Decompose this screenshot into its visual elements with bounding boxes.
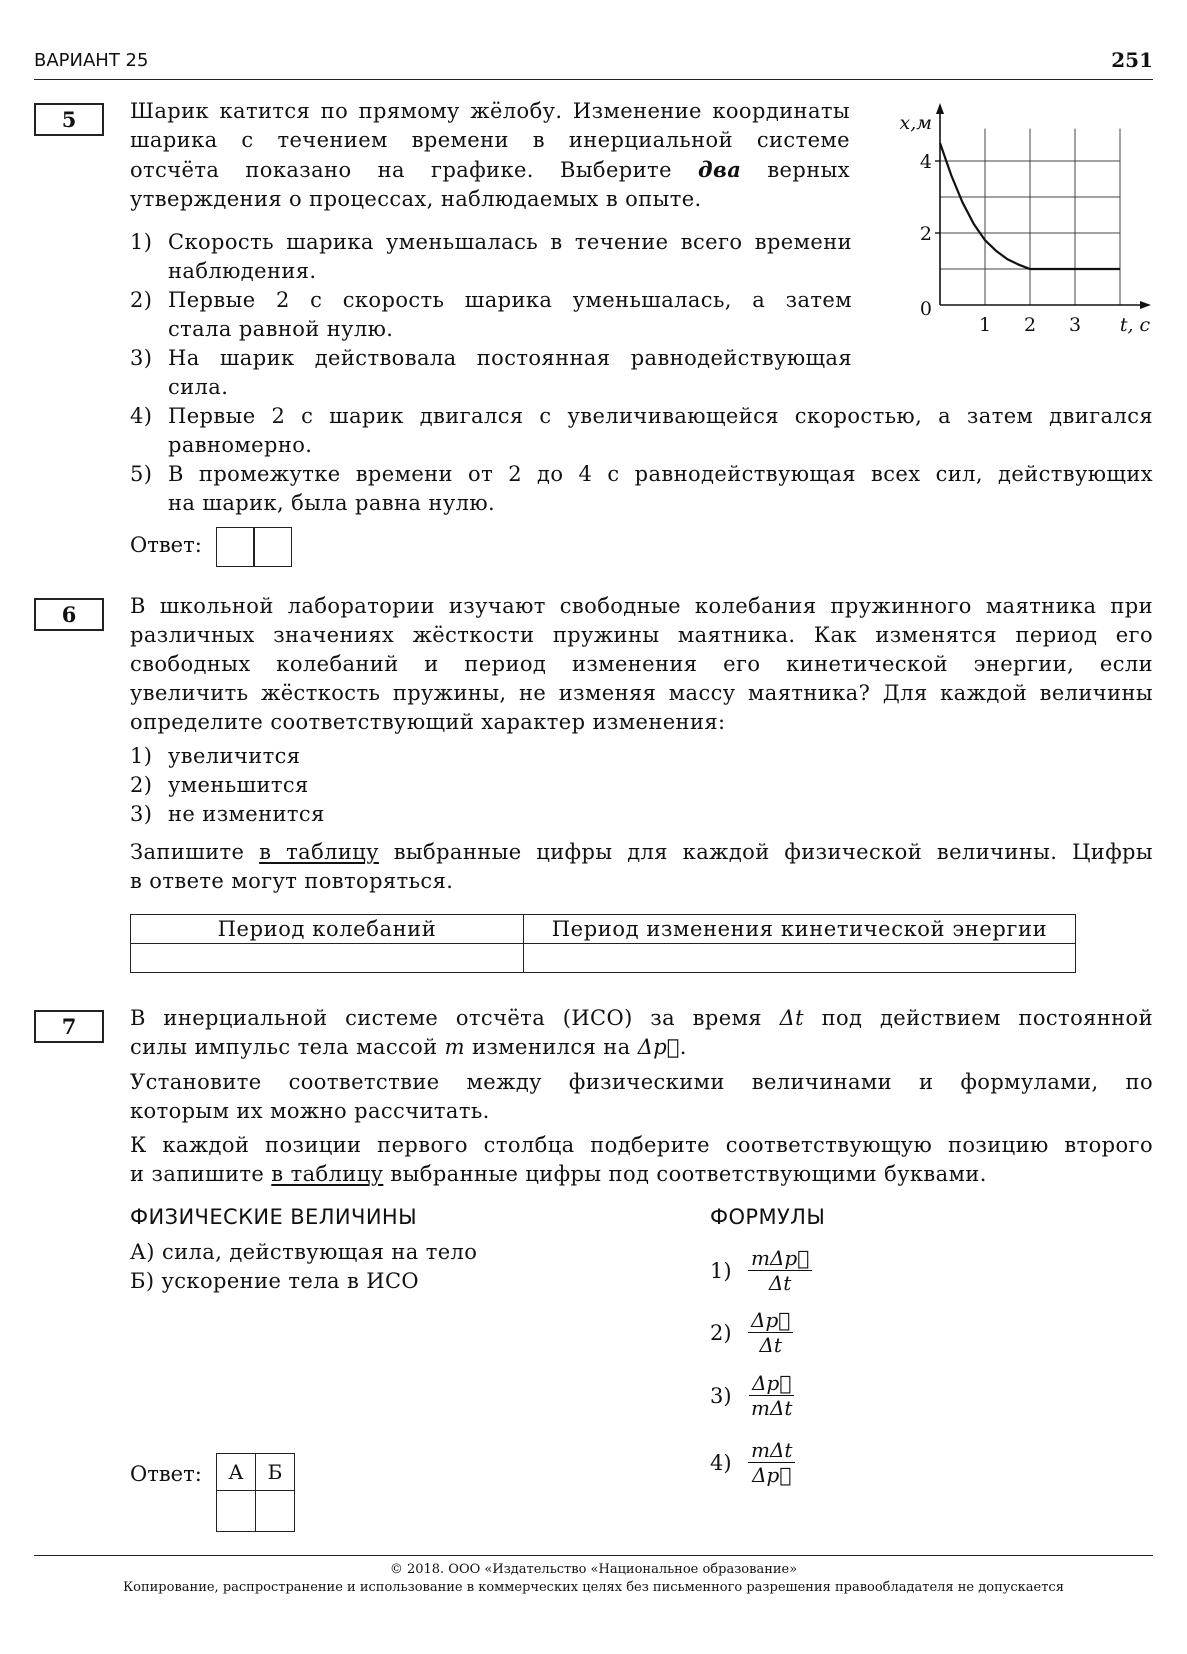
x-tick-label: 2 [1023, 314, 1037, 336]
q6-option-3: 3) не изменится [130, 802, 325, 826]
y-tick-label: 2 [919, 223, 932, 245]
q6-instruction-link: в таблицу [259, 840, 379, 864]
question-7-number: 7 [34, 1010, 104, 1043]
q5-answer-label: Ответ: [130, 533, 202, 557]
q7-col1-title: ФИЗИЧЕСКИЕ ВЕЛИЧИНЫ [130, 1205, 418, 1229]
q5-stem-line-3: отсчёта показано на графике. Выберите два верных [130, 157, 850, 182]
x-tick-label: 3 [1068, 314, 1082, 336]
q5-option-4: 4) Первые 2 с шарик двигался с увеличивающейся скоростью, а затем двигался равномерно. [130, 404, 1153, 457]
q5-answer-cell-2[interactable] [253, 527, 292, 567]
q6-answer-cell-1[interactable] [131, 944, 524, 973]
footer-divider [34, 1555, 1153, 1556]
q7-mass: m [444, 1035, 465, 1059]
q7-answer-header-a: А [217, 1454, 256, 1491]
q5-stem-line-1: Шарик катится по прямому жёлобу. Изменение координаты [130, 99, 850, 123]
x-axis-label: t, с [1119, 314, 1151, 336]
q6-options [130, 742, 325, 829]
q7-answer-header-b: Б [256, 1454, 295, 1491]
y-axis-arrow [936, 103, 944, 114]
y-tick-label: 4 [919, 151, 932, 173]
variant-label: ВАРИАНТ 25 [34, 50, 149, 71]
q6-answer-table [130, 914, 1076, 973]
q6-table-header-2: Период изменения кинетической энергии [524, 915, 1076, 944]
q5-option-2: 2) Первые 2 с скорость шарика уменьшалась, а затем стала равной нулю. [130, 288, 852, 341]
q7-quantity-a: А) сила, действующая на тело [130, 1240, 478, 1264]
q7-answer-cell-a[interactable] [217, 1491, 256, 1532]
q6-instruction: Запишите в таблицу выбранные цифры для каждой физической величины. Цифры в ответе могут повторяться. [130, 840, 1153, 893]
q7-dp: Δp⃗ [637, 1035, 680, 1059]
q5-stem-line-2: шарика с течением времени в инерциальной системе [130, 128, 850, 152]
q5-stem-bold: два [698, 157, 742, 182]
page-number: 251 [1111, 48, 1153, 72]
chart-labels [899, 112, 1150, 336]
chart-grid [940, 129, 1120, 305]
chart-axes [935, 103, 1151, 309]
q7-quantity-b: Б) ускорение тела в ИСО [130, 1269, 420, 1293]
footer-notice: Копирование, распространение и использование в коммерческих целях без письменного разрешения правообладателя не допускается [123, 1580, 1064, 1595]
question-6-stem: В школьной лаборатории изучают свободные колебания пружинного маятника при различных значениях жёсткости пружины маятника. Как изменятся период его свободных колебаний и период изменения его кинетической энергии, если увеличить жёсткость пружины, не изменяя массу маятника? Для каждой величины определите соответствующий характер изменения: [130, 594, 1153, 734]
q5-stem-line-4: утверждения о процессах, наблюдаемых в опыте. [130, 187, 702, 211]
q7-task-link: в таблицу [271, 1162, 384, 1186]
q7-formula-3: 3) $\frac{\Delta p⃗}{\text{mΔt}}$ [710, 1371, 793, 1420]
q7-match-instruction: Установите соответствие между физическими величинами и формулами, по которым их можно рассчитать. [130, 1070, 1153, 1123]
x-axis-arrow [1140, 301, 1151, 309]
q7-task-instruction: К каждой позиции первого столбца подберите соответствующую позицию второго и запишите в таблицу выбранные цифры под соответствующими буквами. [130, 1133, 1153, 1186]
q7-formula-4: 4) $\frac{\text{mΔt}}{\Delta p⃗}$ [710, 1438, 795, 1487]
question-5-number: 5 [34, 103, 104, 136]
position-time-graph [880, 95, 1165, 340]
origin-label: 0 [919, 298, 932, 320]
q7-quantities [130, 1238, 477, 1296]
q6-option-1: 1) увеличится [130, 744, 301, 768]
footer-copyright: © 2018. ООО «Издательство «Национальное образование» [389, 1562, 798, 1577]
q5-option-1: 1) Скорость шарика уменьшалась в течение всего времени наблюдения. [130, 230, 852, 283]
q7-answer-label: Ответ: [130, 1462, 202, 1486]
q7-dt: Δt [779, 1006, 804, 1030]
q7-formula-2: 2) $\frac{\Delta p⃗}{\Delta t}$ [710, 1308, 793, 1357]
question-7-stem: В инерциальной системе отсчёта (ИСО) за время Δt под действием постоянной силы импульс тела массой m изменился на Δp⃗. [130, 1006, 1153, 1059]
q7-formula-1: 1) $\frac{\text{mΔp⃗}}{\Delta t}$ [710, 1246, 812, 1295]
q5-option-3: 3) На шарик действовала постоянная равнодействующая сила. [130, 346, 852, 399]
q6-table-header-1: Период колебаний [131, 915, 524, 944]
question-6-number: 6 [34, 598, 104, 631]
q6-option-2: 2) уменьшится [130, 773, 309, 797]
y-axis-label: x,м [899, 112, 932, 134]
q5-option-5: 5) В промежутке времени от 2 до 4 с равнодействующая всех сил, действующих на шарик, была равна нулю. [130, 462, 1153, 515]
header-divider [34, 79, 1153, 80]
q7-col2-title: ФОРМУЛЫ [710, 1205, 826, 1229]
q6-answer-cell-2[interactable] [524, 944, 1076, 973]
q7-answer-cell-b[interactable] [256, 1491, 295, 1532]
question-5-stem [130, 97, 850, 214]
q5-answer-cell-1[interactable] [216, 527, 255, 567]
x-tick-label: 1 [978, 314, 992, 336]
q7-answer-table [216, 1453, 295, 1532]
